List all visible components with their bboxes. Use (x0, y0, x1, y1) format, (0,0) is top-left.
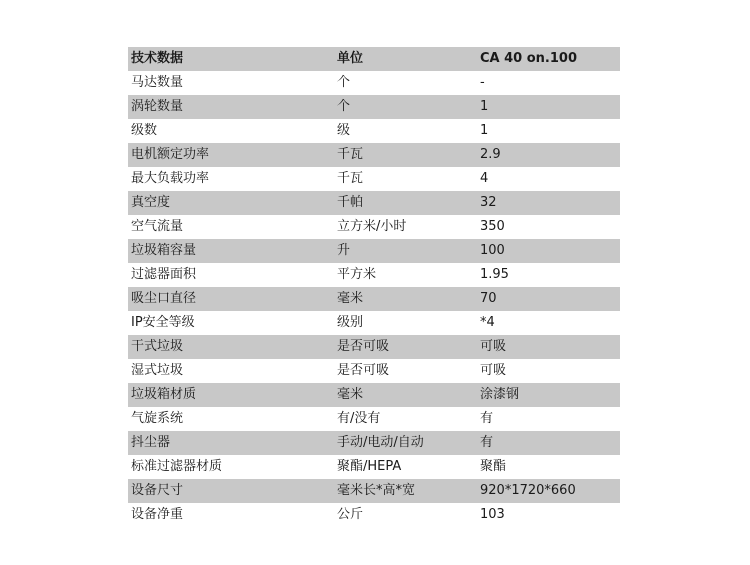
spec-name-cell: 干式垃圾 (128, 335, 334, 359)
table-row (128, 503, 620, 527)
spec-name-cell: 标准过滤器材质 (128, 455, 334, 479)
table-row (128, 71, 620, 95)
spec-value-cell: 920*1720*660 (477, 479, 620, 503)
table-row (128, 311, 620, 335)
spec-value-cell: 100 (477, 239, 620, 263)
table-row (128, 335, 620, 359)
spec-table-header (128, 47, 620, 71)
table-row (128, 215, 620, 239)
spec-value-cell: 可吸 (477, 335, 620, 359)
spec-value-cell: 1 (477, 95, 620, 119)
table-row (128, 479, 620, 503)
spec-unit-cell: 有/没有 (334, 407, 477, 431)
spec-unit-cell: 个 (334, 95, 477, 119)
spec-unit-cell: 聚酯/HEPA (334, 455, 477, 479)
table-row (128, 143, 620, 167)
spec-value-cell: 70 (477, 287, 620, 311)
spec-unit-cell: 级 (334, 119, 477, 143)
header-spec: 技术数据 (128, 47, 334, 71)
spec-value-cell: 4 (477, 167, 620, 191)
spec-unit-cell: 平方米 (334, 263, 477, 287)
spec-name-cell: IP安全等级 (128, 311, 334, 335)
spec-name-cell: 设备净重 (128, 503, 334, 527)
table-row (128, 431, 620, 455)
spec-value-cell: 有 (477, 407, 620, 431)
table-row (128, 263, 620, 287)
spec-name-cell: 抖尘器 (128, 431, 334, 455)
spec-unit-cell: 千瓦 (334, 167, 477, 191)
spec-name-cell: 真空度 (128, 191, 334, 215)
spec-unit-cell: 级别 (334, 311, 477, 335)
spec-value-cell: 有 (477, 431, 620, 455)
table-row (128, 119, 620, 143)
spec-name-cell: 空气流量 (128, 215, 334, 239)
spec-unit-cell: 千帕 (334, 191, 477, 215)
table-row (128, 359, 620, 383)
spec-unit-cell: 毫米 (334, 383, 477, 407)
table-row (128, 455, 620, 479)
spec-name-cell: 设备尺寸 (128, 479, 334, 503)
spec-value-cell: 涂漆钢 (477, 383, 620, 407)
spec-unit-cell: 立方米/小时 (334, 215, 477, 239)
spec-name-cell: 最大负载功率 (128, 167, 334, 191)
spec-unit-cell: 个 (334, 71, 477, 95)
spec-value-cell: 2.9 (477, 143, 620, 167)
spec-unit-cell: 毫米 (334, 287, 477, 311)
spec-name-cell: 湿式垃圾 (128, 359, 334, 383)
header-unit: 单位 (334, 47, 477, 71)
table-row (128, 383, 620, 407)
spec-name-cell: 垃圾箱材质 (128, 383, 334, 407)
spec-unit-cell: 毫米长*高*宽 (334, 479, 477, 503)
spec-value-cell: 1.95 (477, 263, 620, 287)
spec-value-cell: *4 (477, 311, 620, 335)
spec-value-cell: - (477, 71, 620, 95)
spec-value-cell: 103 (477, 503, 620, 527)
header-model: CA 40 on.100 (477, 47, 620, 71)
spec-unit-cell: 升 (334, 239, 477, 263)
spec-table-body (128, 71, 620, 527)
table-row (128, 95, 620, 119)
table-row (128, 239, 620, 263)
spec-name-cell: 气旋系统 (128, 407, 334, 431)
spec-value-cell: 可吸 (477, 359, 620, 383)
header-row (128, 47, 620, 71)
spec-name-cell: 过滤器面积 (128, 263, 334, 287)
spec-unit-cell: 千瓦 (334, 143, 477, 167)
table-row (128, 167, 620, 191)
spec-name-cell: 电机额定功率 (128, 143, 334, 167)
spec-name-cell: 涡轮数量 (128, 95, 334, 119)
table-row (128, 407, 620, 431)
spec-unit-cell: 手动/电动/自动 (334, 431, 477, 455)
spec-table (128, 47, 620, 527)
spec-unit-cell: 是否可吸 (334, 359, 477, 383)
spec-value-cell: 聚酯 (477, 455, 620, 479)
spec-name-cell: 垃圾箱容量 (128, 239, 334, 263)
spec-unit-cell: 是否可吸 (334, 335, 477, 359)
table-row (128, 287, 620, 311)
table-row (128, 191, 620, 215)
spec-name-cell: 吸尘口直径 (128, 287, 334, 311)
spec-unit-cell: 公斤 (334, 503, 477, 527)
spec-name-cell: 马达数量 (128, 71, 334, 95)
spec-value-cell: 32 (477, 191, 620, 215)
spec-value-cell: 1 (477, 119, 620, 143)
spec-name-cell: 级数 (128, 119, 334, 143)
spec-value-cell: 350 (477, 215, 620, 239)
